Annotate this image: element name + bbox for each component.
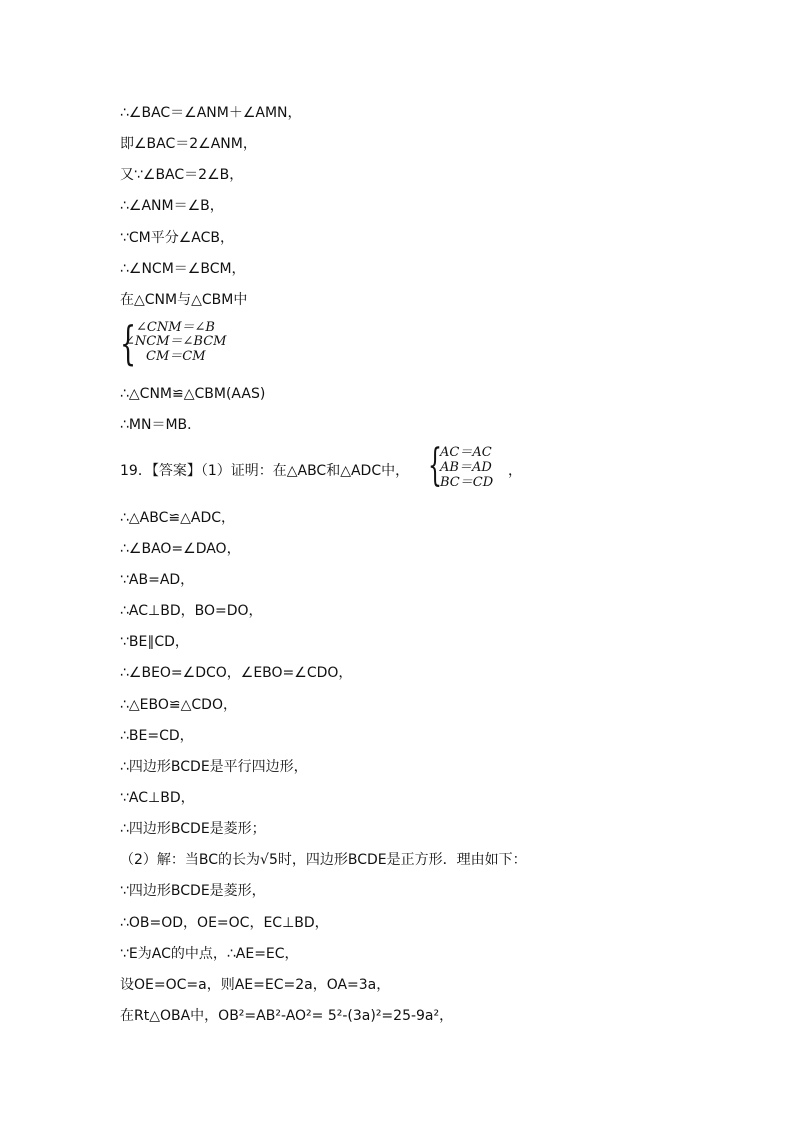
proof-line: ∴∠NCM＝∠BCM， [120,261,246,277]
system-row: BC＝CD [440,475,494,490]
proof-line: ∴∠BEO=∠DCO，∠EBO=∠CDO， [120,665,353,681]
proof-line: ∴△EBO≌△CDO， [120,697,237,713]
proof-line: ∴∠BAC＝∠ANM＋∠AMN， [120,105,302,121]
proof-line: ∴BE=CD， [120,728,194,744]
proof-line: ∵BE∥CD， [120,634,189,650]
system-row: AB＝AD [440,460,492,475]
left-brace: { [428,440,442,491]
proof-line: （2）解：当BC的长为√5时，四边形BCDE是正方形．理由如下： [120,852,527,868]
proof-line: 即∠BAC＝2∠ANM， [120,136,257,152]
proof-line: ∴△CNM≌△CBM(AAS) [120,386,266,402]
proof-line: 设OE=OC=a，则AE=EC=2a，OA=3a， [120,977,391,993]
proof-line: ∴OB=OD，OE=OC，EC⊥BD， [120,915,329,931]
system-row: ∠CNM＝∠B [136,320,215,335]
proof-line: 在Rt△OBA中，OB²=AB²-AO²= 5²-(3a)²=25-9a²， [120,1008,454,1024]
proof-line: ∵E为AC的中点，∴AE=EC， [120,946,299,962]
proof-line: ∴△ABC≌△ADC， [120,510,236,526]
left-brace: { [120,316,137,370]
proof-line: ∵AB=AD， [120,572,195,588]
proof-line: ∴∠ANM＝∠B， [120,198,224,214]
proof-line: ∴∠BAO=∠DAO， [120,541,241,557]
question-19-heading: 19．【答案】（1）证明：在△ABC和△ADC中， [120,463,410,479]
system-row: CM＝CM [146,349,206,364]
proof-line: ∴四边形BCDE是平行四边形， [120,759,308,775]
proof-line: ∴AC⊥BD，BO=DO， [120,603,263,619]
equation-system [120,316,260,370]
system-row: AC＝AC [440,445,492,460]
proof-line: ∴MN＝MB． [120,417,202,433]
proof-line: ∴四边形BCDE是菱形； [120,821,266,837]
proof-line: ∵AC⊥BD， [120,790,195,806]
proof-line: 又∵∠BAC＝2∠B， [120,167,244,183]
proof-line: ∵CM平分∠ACB， [120,230,235,246]
q19-equation-system [428,440,522,492]
comma: ， [508,463,522,479]
system-row: ∠NCM＝∠BCM [124,334,227,349]
proof-line: 在△CNM与△CBM中 [120,292,248,308]
proof-line: ∵四边形BCDE是菱形， [120,883,266,899]
